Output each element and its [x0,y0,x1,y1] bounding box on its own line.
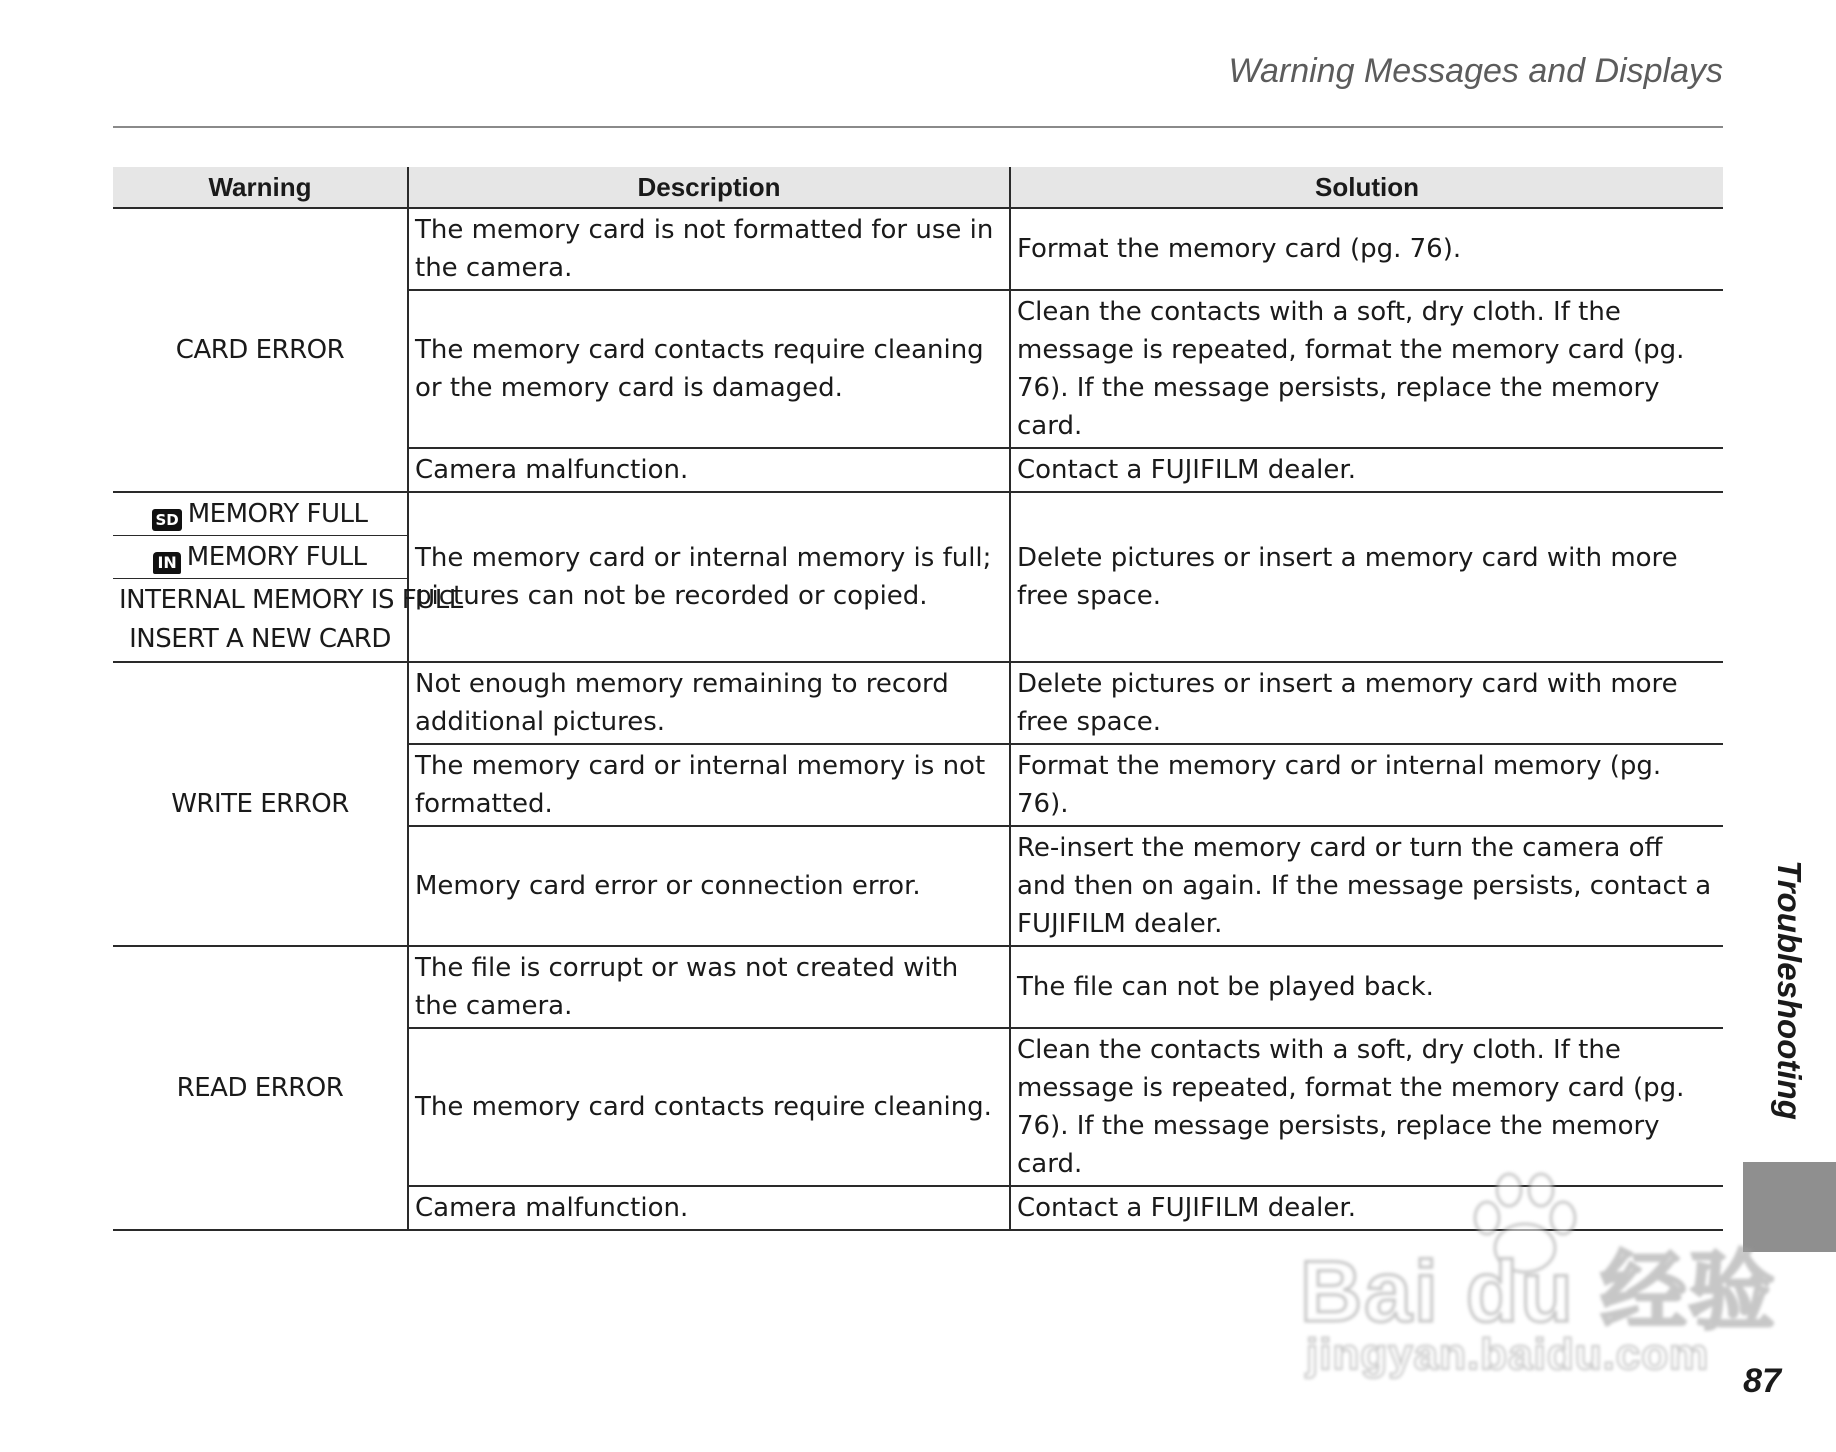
solution-cell: The file can not be played back. [1010,946,1723,1028]
warning-text: MEMORY FULL [186,542,367,572]
solution-cell: Clean the contacts with a soft, dry cloth. If the message is repeated, format the memory card (pg. 76). If the message persists, replace the memory card. [1010,290,1723,448]
description-cell: Camera malfunction. [408,448,1010,492]
description-cell: The memory card contacts require cleaning or the memory card is damaged. [408,290,1010,448]
column-header-warning: Warning [113,167,408,208]
solution-cell: Contact a FUJIFILM dealer. [1010,448,1723,492]
table-row [113,492,1723,536]
warning-read-error: READ ERROR [113,946,408,1230]
description-cell: Not enough memory remaining to record additional pictures. [408,662,1010,744]
watermark-logo-text: Bai du 经验 [1300,1244,1777,1340]
internal-memory-icon: IN [153,552,180,574]
solution-cell: Clean the contacts with a soft, dry cloth. If the message is repeated, format the memory card (pg. 76). If the message persists, replace the memory card. [1010,1028,1723,1186]
warning-write-error: WRITE ERROR [113,662,408,946]
description-cell: The memory card or internal memory is full; pictures can not be recorded or copied. [408,492,1010,662]
warning-internal-memory-is-full [113,579,463,663]
header-divider [113,126,1723,128]
section-tab-label: Troubleshooting [1771,860,1808,1120]
column-header-description: Description [408,167,1010,208]
watermark-site: jingyan.baidu.com [1306,1330,1710,1379]
table-row [113,208,1723,290]
table-header-row [113,167,1723,208]
page-number: 87 [1743,1362,1781,1400]
warning-internal-memory-full [113,536,408,579]
warning-messages-table [113,167,1723,1231]
description-cell: The memory card is not formatted for use in the camera. [408,208,1010,290]
description-cell: The memory card or internal memory is not formatted. [408,744,1010,826]
sd-card-icon: SD [152,509,181,531]
description-cell: Memory card error or connection error. [408,826,1010,946]
warning-text: INSERT A NEW CARD [129,624,391,654]
warning-card-error: CARD ERROR [113,208,408,492]
table-row [113,946,1723,1028]
page-header: Warning Messages and Displays [1228,52,1723,90]
warning-text: MEMORY FULL [187,499,368,529]
baidu-watermark [1300,1170,1777,1380]
description-cell: Camera malfunction. [408,1186,1010,1230]
warning-text: INTERNAL MEMORY IS FULL [119,585,463,615]
description-cell: The memory card contacts require cleaning. [408,1028,1010,1186]
solution-cell: Format the memory card (pg. 76). [1010,208,1723,290]
solution-cell: Contact a FUJIFILM dealer. [1010,1186,1723,1230]
solution-cell: Delete pictures or insert a memory card with more free space. [1010,662,1723,744]
warning-sd-memory-full [113,492,408,536]
solution-cell: Delete pictures or insert a memory card with more free space. [1010,492,1723,662]
column-header-solution: Solution [1010,167,1723,208]
table-row [113,662,1723,744]
solution-cell: Re-insert the memory card or turn the camera off and then on again. If the message persists, contact a FUJIFILM dealer. [1010,826,1723,946]
description-cell: The file is corrupt or was not created with the camera. [408,946,1010,1028]
solution-cell: Format the memory card or internal memory (pg. 76). [1010,744,1723,826]
